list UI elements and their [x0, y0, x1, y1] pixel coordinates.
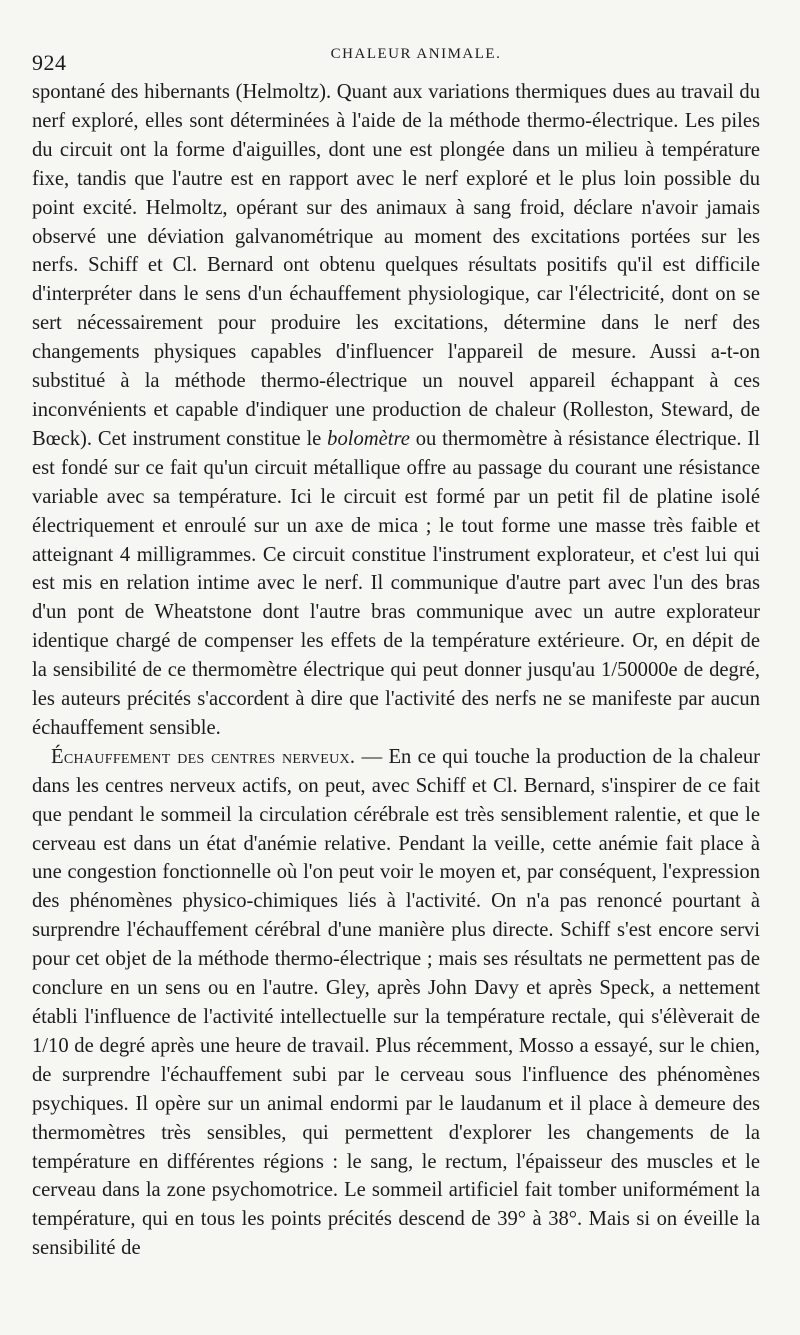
paragraph-text: — En ce qui touche la production de la chaleur dans les centres nerveux actifs, on peut, avec Schiff et Cl. Bernard, s'inspirer de ce fait que pendant le sommeil la circulation cérébrale est très sensiblement ralentie, et que le cerveau est dans un état d'anémie relative. Pendant la veille, cette anémie fait place à une congestion fonctionnelle où l'on peut voir le moyen et, par conséquent, l'expression des phénomènes physico-chimiques liés à l'activité. On n'a pas renoncé pourtant à surprendre l'échauffement cérébral d'une manière plus directe. Schiff s'est encore servi pour cet objet de la méthode thermo-électrique ; mais ses résultats ne permettent pas de conclure en un sens ou en l'autre. Gley, après John Davy et après Speck, a nettement établi l'influence de l'activité intellectuelle sur la température rectale, qui s'élèverait de 1/10 de degré après une heure de travail. Plus récemment, Mosso a essayé, sur le chien, de surprendre l'échauffement subi par le cerveau sous l'influence des phénomènes psychiques. Il opère sur un animal endormi par le laudanum et il place à demeure des thermomètres très sensibles, qui permettent d'explorer les changements de la température en différentes régions : le sang, le rectum, l'épaisseur des muscles et le cerveau dans la zone psychomotrice. Le sommeil artificiel fait tomber uniformément la température, qui en tous les points précités descend de 39° à 38°. Mais si on éveille la sensibilité de [32, 745, 760, 1260]
paragraph-nerve-centers [32, 743, 760, 1263]
running-head: CHALEUR ANIMALE. [330, 46, 502, 62]
page-number: 924 [32, 50, 67, 75]
paragraph-text: ou thermomètre à résistance électrique. Il est fondé sur ce fait qu'un circuit métallique offre au passage du courant une résistance variable avec sa température. Ici le circuit est formé par un petit fil de platine isolé électriquement et enroulé sur un axe de mica ; le tout forme une masse très faible et atteignant 4 milligrammes. Ce circuit constitue l'instrument explorateur, et c'est lui qui est mis en relation intime avec le nerf. Il communique d'autre part avec l'un des bras d'un pont de Wheatstone dont l'autre bras communique avec un autre explorateur identique chargé de compenser les effets de la température extérieure. Or, en dépit de la sensibilité de ce thermomètre électrique qui peut donner jusqu'au 1/50000e de degré, les auteurs précités s'accordent à dire que l'activité des nerfs ne se manifeste par aucun échauffement sensible. [32, 427, 760, 739]
paragraph-nerves [32, 78, 760, 743]
page-header [32, 46, 760, 76]
italic-term: bolomètre [327, 427, 410, 450]
body-text [32, 78, 760, 1263]
paragraph-text: spontané des hibernants (Helmoltz). Quant aux variations thermiques dues au travail du nerf exploré, elles sont déterminées à l'aide de la méthode thermo-électrique. Les piles du circuit ont la forme d'aiguilles, dont une est plongée dans un milieu à température fixe, tandis que l'autre est en rapport avec le nerf exploré et le plus loin possible du point excité. Helmoltz, opérant sur des animaux à sang froid, déclare n'avoir jamais observé une déviation galvanométrique au moment des excitations portées sur les nerfs. Schiff et Cl. Bernard ont obtenu quelques résultats positifs qu'il est difficile d'interpréter dans le sens d'un échauffement physiologique, car l'électricité, dont on se sert nécessairement pour produire les excitations, détermine dans le nerf des changements physiques capables d'influencer l'appareil de mesure. Aussi a-t-on substitué à la méthode thermo-électrique un nouvel appareil échappant à ces inconvénients et capable d'indiquer une production de chaleur (Rolleston, Steward, de Bœck). Cet instrument constitue le [32, 81, 760, 450]
section-title: Échauffement des centres nerveux. [51, 745, 356, 768]
